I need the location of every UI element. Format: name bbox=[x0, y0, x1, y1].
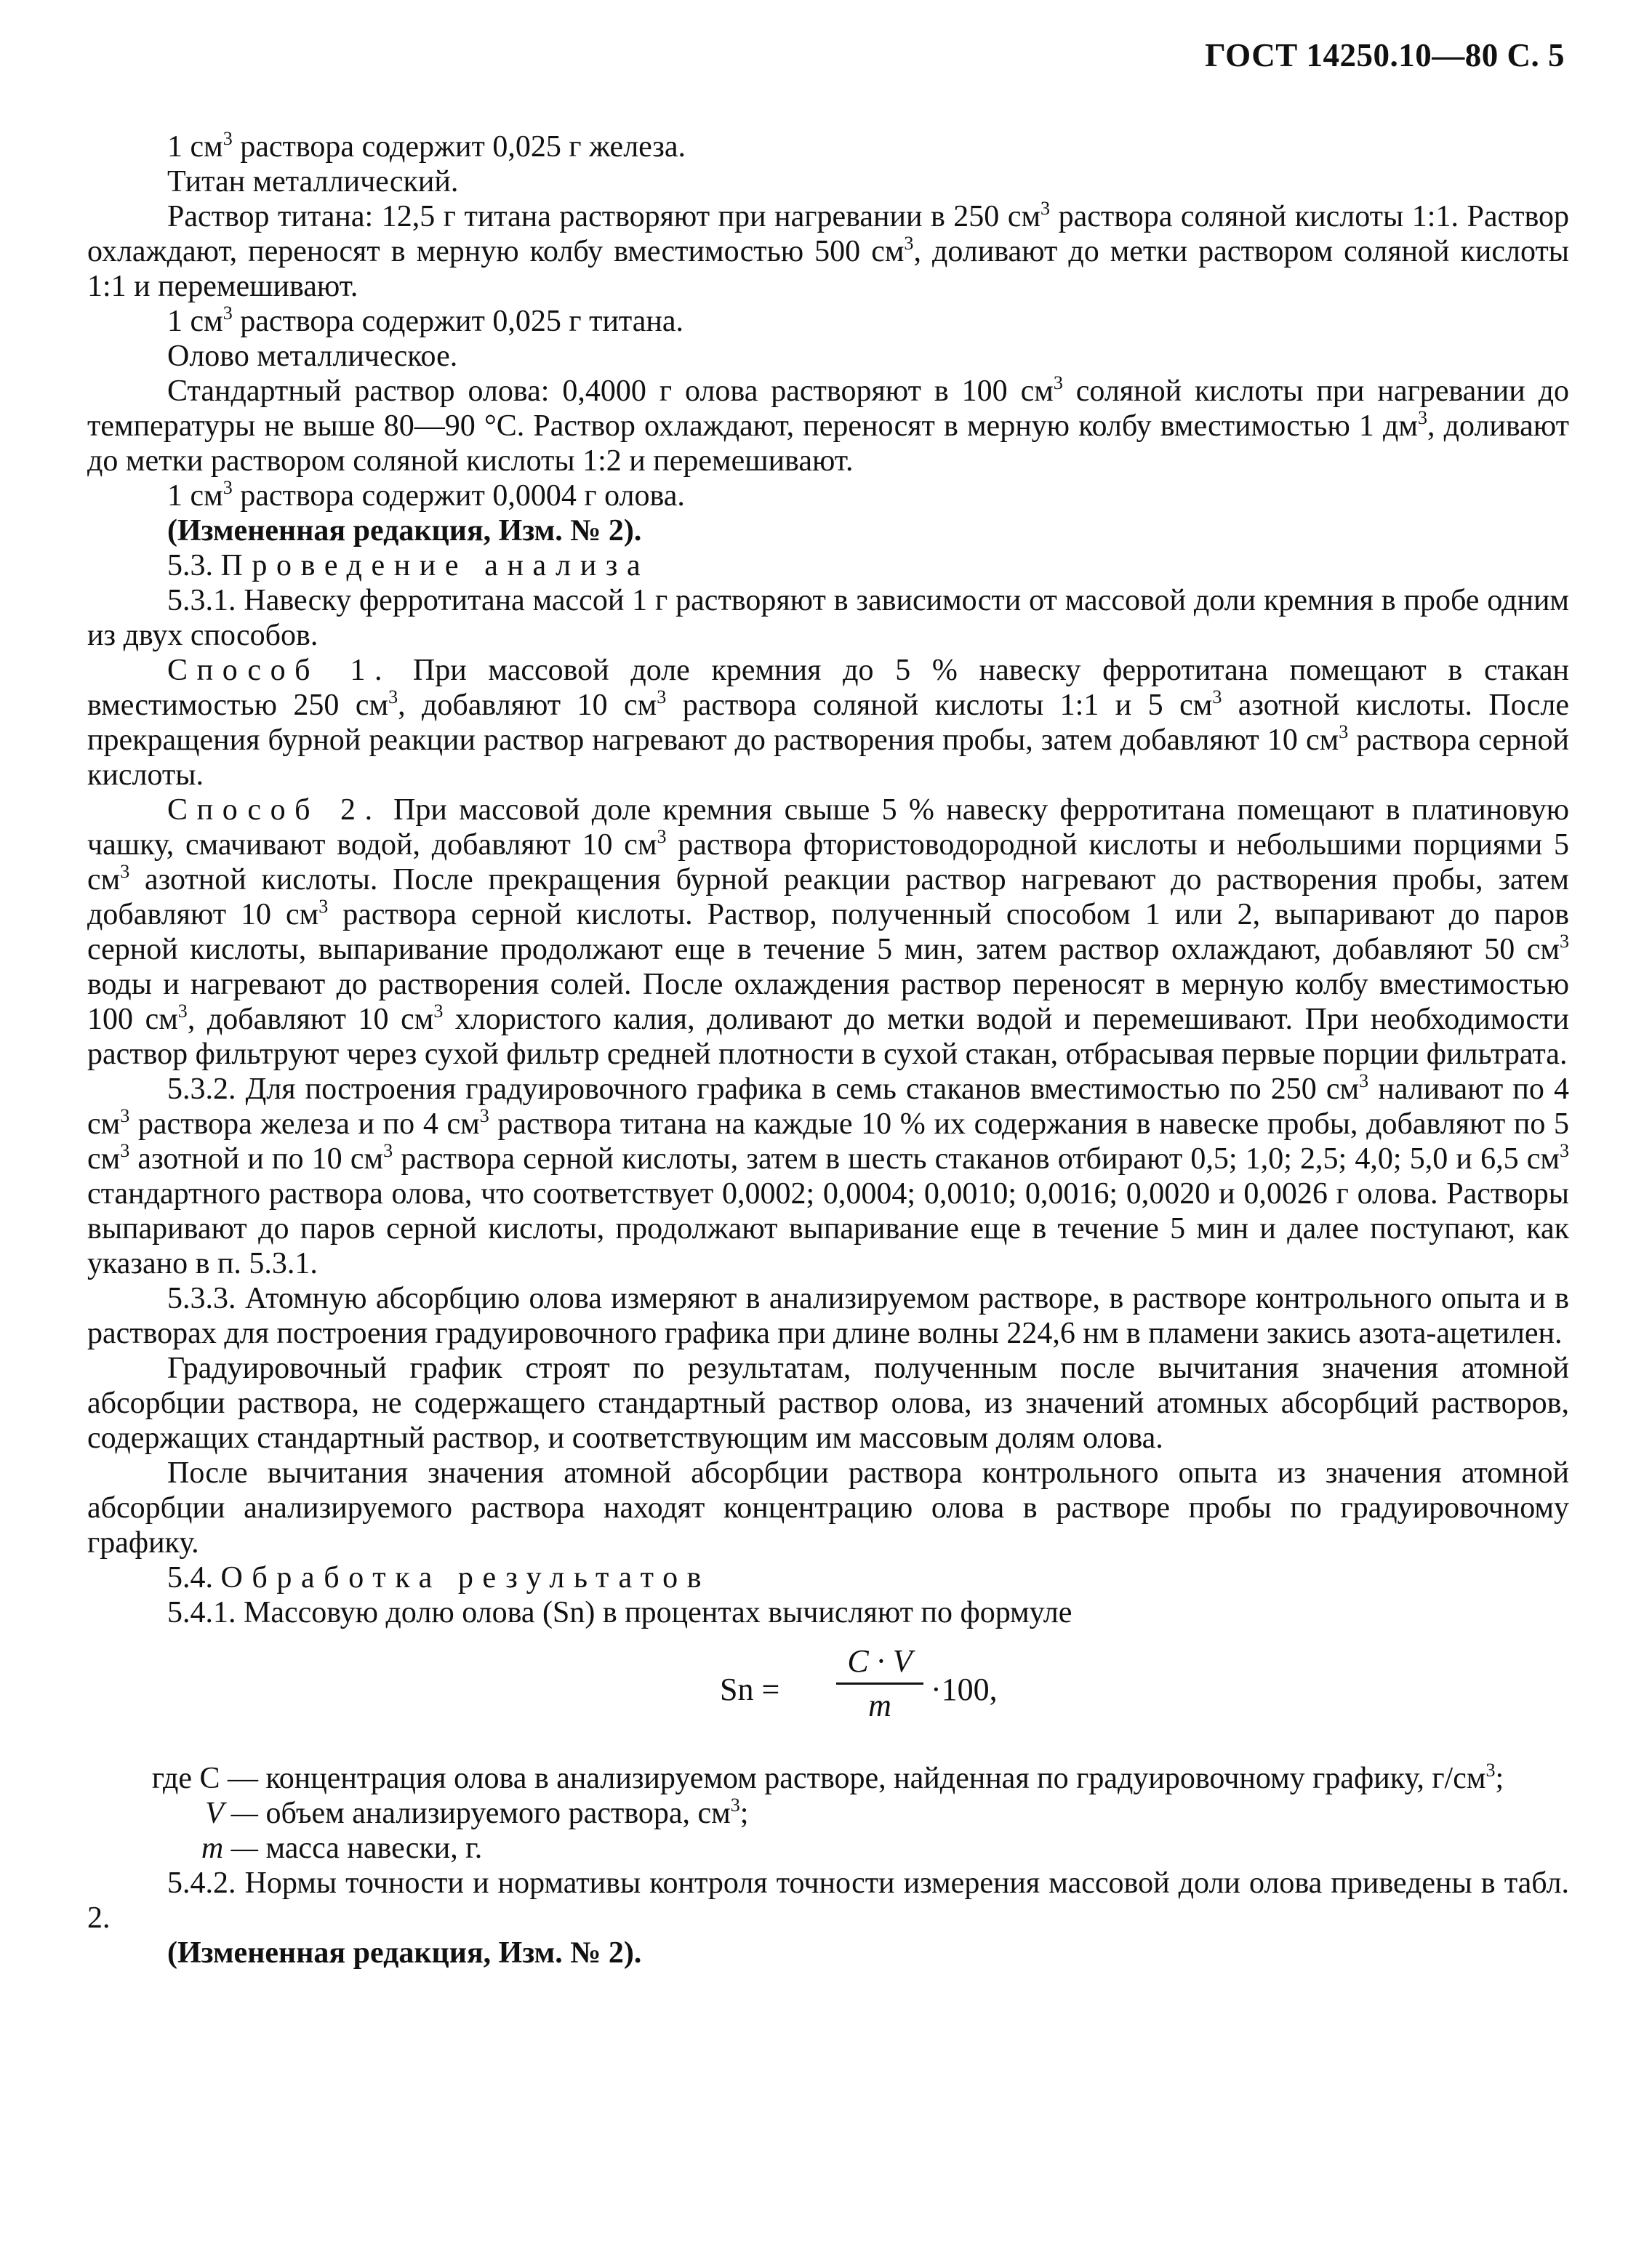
paragraph: 5.3.1. Навеску ферротитана массой 1 г растворяют в зависимости от массовой доли кремния в пробе одним из двух способов. bbox=[87, 584, 1569, 652]
section-heading: 5.4. Обработка результатов bbox=[167, 1561, 711, 1595]
formula-rhs: ·100, bbox=[931, 1672, 998, 1707]
amendment-note: (Измененная редакция, Изм. № 2). bbox=[167, 514, 642, 548]
document-body bbox=[87, 129, 1569, 1970]
paragraph: Способ 2. При массовой доле кремния свыше 5 % навеску ферротитана помещают в платиновую чашку, смачивают водой, добавляют 10 $см^3$ раствора фтористоводородной кислоты и небольшими порциями 5 $см^3$ азотной кислоты. После прекращения бурной реакции раствор нагревают до растворения пробы, затем добавляют 10 $см^3$ раствора серной кислоты. Раствор, полученный способом 1 или 2, выпаривают до паров серной кислоты, выпаривание продолжают еще в течение 5 мин, затем раствор охлаждают, добавляют 50 $см^3$ воды и нагревают до растворения солей. После охлаждения раствор переносят в мерную колбу вместимостью 100 $см^3$, добавляют 10 $см^3$ хлористого калия, доливают до метки водой и перемешивают. При необходимости раствор фильтруют через сухой фильтр средней плотности в сухой стакан, отбрасывая первые порции фильтрата. bbox=[87, 793, 1570, 1071]
paragraph: 5.3.2. Для построения градуировочного графика в семь стаканов вместимостью по 250 $см^3$ наливают по 4 $см^3$ раствора железа и по 4 $см^3$ раствора титана на каждые 10 % их содержания в навеске пробы, добавляют по 5 $см^3$ азотной и по 10 $см^3$ раствора серной кислоты, затем в шесть стаканов отбирают 0,5; 1,0; 2,5; 4,0; 5,0 и 6,5 $см^3$ стандартного раствора олова, что соответствует 0,0002; 0,0004; 0,0010; 0,0016; 0,0020 и 0,0026 г олова. Растворы выпаривают до паров серной кислоты, продолжают выпаривание еще в течение 5 мин и далее поступают, как указано в п. 5.3.1. bbox=[87, 1070, 1570, 1280]
formula-lhs: Sn = bbox=[720, 1672, 780, 1707]
paragraph: Способ 1. При массовой доле кремния до 5 % навеску ферротитана помещают в стакан вместимостью 250 $см^3$, добавляют 10 $см^3$ раствора соляной кислоты 1:1 и 5 $см^3$ азотной кислоты. После прекращения бурной реакции раствор нагревают до растворения пробы, затем добавляют 10 $см^3$ раствора серной кислоты. bbox=[87, 654, 1569, 792]
paragraph: Раствор титана: 12,5 г титана растворяют при нагревании в 250 $см^3$ раствора соляной кислоты 1:1. Раствор охлаждают, переносят в мерную колбу вместимостью 500 $см^3$, доливают до метки раствором соляной кислоты 1:1 и перемешивают. bbox=[87, 197, 1570, 303]
definition-term: где C — bbox=[151, 1762, 258, 1795]
paragraph: Титан металлический. bbox=[167, 165, 459, 198]
paragraph: 1 $см^3$ раствора содержит 0,0004 г олова. bbox=[167, 476, 685, 513]
section-heading: 5.3. Проведение анализа bbox=[167, 549, 650, 582]
paragraph: После вычитания значения атомной абсорбции раствора контрольного опыта из значения атомной абсорбции анализируемого раствора находят концентрацию олова в растворе пробы по градуировочному графику. bbox=[87, 1456, 1569, 1560]
definition-term: V — bbox=[205, 1797, 258, 1830]
formula-numerator: C · V bbox=[847, 1643, 913, 1679]
fraction-bar bbox=[836, 1683, 923, 1685]
paragraph: Градуировочный график строят по результатам, полученным после вычитания значения атомной абсорбции раствора, не содержащего стандартный раствор олова, из значений атомных абсорбций растворов, содержащих стандартный раствор, и соответствующим им массовым долям олова. bbox=[87, 1352, 1569, 1455]
paragraph: 5.4.1. Массовую долю олова (Sn) в процентах вычисляют по формуле bbox=[167, 1596, 1072, 1629]
formula-denominator: m bbox=[868, 1688, 891, 1723]
definition-row bbox=[87, 1761, 1569, 1796]
definition-term: m — bbox=[201, 1832, 258, 1865]
paragraph: 1 $см^3$ раствора содержит 0,025 г титана. bbox=[167, 302, 684, 338]
paragraph: 1 $см^3$ раствора содержит 0,025 г железа. bbox=[167, 127, 686, 164]
formula bbox=[87, 1637, 1569, 1746]
definition-row bbox=[87, 1831, 1569, 1866]
formula-fraction bbox=[836, 1643, 923, 1724]
definitions-list bbox=[87, 1761, 1569, 1866]
definition-desc: концентрация олова в анализируемом растворе, найденная по градуировочному графику, $г/см^3$; bbox=[265, 1759, 1504, 1795]
definition-row bbox=[87, 1796, 1569, 1831]
page-header: ГОСТ 14250.10—80 С. 5 bbox=[1205, 37, 1565, 73]
paragraph: Олово металлическое. bbox=[167, 340, 458, 373]
definition-desc: объем анализируемого раствора, $см^3$; bbox=[265, 1794, 749, 1830]
definition-desc: масса навески, г. bbox=[265, 1832, 483, 1865]
amendment-note: (Измененная редакция, Изм. № 2). bbox=[167, 1936, 642, 1970]
paragraph: 5.4.2. Нормы точности и нормативы контроля точности измерения массовой доли олова приведены в табл. 2. bbox=[87, 1866, 1569, 1935]
paragraph: 5.3.3. Атомную абсорбцию олова измеряют в анализируемом растворе, в растворе контрольного опыта и в растворах для построения градуировочного графика при длине волны 224,6 нм в пламени закись азота-ацетилен. bbox=[87, 1282, 1569, 1350]
paragraph: Стандартный раствор олова: 0,4000 г олова растворяют в 100 $см^3$ соляной кислоты при нагревании до температуры не выше 80—90 °С. Раствор охлаждают, переносят в мерную колбу вместимостью 1 $дм^3$, доливают до метки раствором соляной кислоты 1:2 и перемешивают. bbox=[87, 372, 1569, 478]
